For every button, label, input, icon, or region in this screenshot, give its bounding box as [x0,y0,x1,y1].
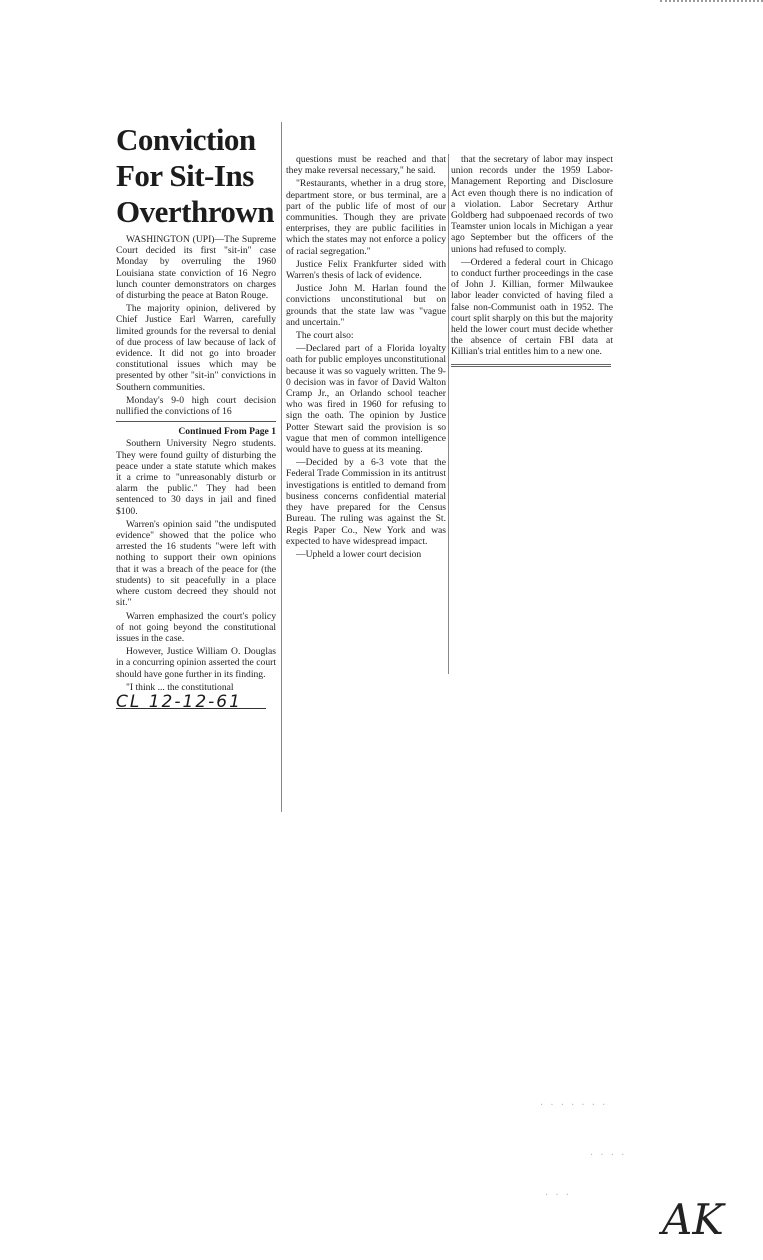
paragraph: Southern University Negro students. They were found guilty of disturbing the peace under a state statute which makes it a crime to "unreasonably disturb or alarm the public." They had been sentenced to 30 days in jail and fined $100. [116,438,276,517]
continued-label: Continued From Page 1 [178,426,276,438]
divider [116,421,276,422]
paragraph: —Ordered a federal court in Chicago to conduct further proceedings in the case of John J. Killian, former Milwaukee labor leader convicted of having filed a false non-Communist oath in 1952. The court split sharply on this but the majority held the lower court must decide whether the absence of certain FBI data at Killian's trial entitles him to a new one. [451,256,613,358]
headline-line-2: For Sit-Ins [116,158,254,193]
column-divider [281,122,282,812]
faint-stamp: · · · · · · · [540,1100,608,1111]
headline [116,122,276,230]
top-edge-dots [660,0,763,6]
paragraph: —Decided by a 6-3 vote that the Federal Trade Commission in its antitrust investigations is entitled to demand from business concerns confidential material they have prepared for the Census Bureau. The ruling was against the St. Regis Paper Co., New York and was expected to have widespread impact. [286,457,446,547]
paragraph: "I think ... the constitutional [126,681,234,693]
paragraph: However, Justice William O. Douglas in a concurring opinion asserted the court should have gone further in its finding. [116,646,276,680]
headline-line-3: Overthrown [116,194,275,229]
paragraph: —Declared part of a Florida loyalty oath for public employes unconstitutional because it was so vaguely written. The 9-0 decision was in favor of David Walton Cramp Jr., an Orlando school teacher who was fired in 1960 for refusing to sign the oath. The opinion by Justice Potter Stewart said the provision is so vague that men of common intelligence would have to guess at its meaning. [286,343,446,456]
column-1 [116,122,276,712]
paragraph: that the secretary of labor may inspect union records under the 1959 Labor-Management Reporting and Disclosure Act even though there is no indication of a violation. Labor Secretary Arthur Goldberg had subpoenaed records of two Teamster union locals in Michigan a year ago September but the officers of the unions had refused to comply. [451,154,613,255]
paragraph: Justice John M. Harlan found the convictions unconstitutional but on grounds that the state law was "vague and uncertain." [286,283,446,328]
column-2 [286,154,446,562]
paragraph: WASHINGTON (UPI)—The Supreme Court decided its first "sit-in" case Monday by overruling the 1960 Louisiana state conviction of 16 Negro lunch counter demonstrators on charges of disturbing the peace at Baton Rouge. [116,234,276,302]
headline-line-1: Conviction [116,122,256,157]
paragraph: The court also: [296,330,354,342]
paragraph: —Upheld a lower court decision [296,548,422,560]
paragraph: Justice Felix Frankfurter sided with Warren's thesis of lack of evidence. [286,258,446,282]
paragraph: Monday's 9-0 high court decision nullified the convictions of 16 [116,394,276,418]
newspaper-clipping [116,122,613,812]
column-divider [448,154,449,674]
handwritten-initials: AK [662,1195,724,1244]
paragraph: Warren's opinion said "the undisputed evidence" showed that the police who arrested the 16 students "were left with nothing to support their own opinions that it was a breach of the peace for (the students) to sit peacefully in a place where custom decreed they should not sit." [116,518,276,609]
handwritten-date: CL 12-12-61 [116,697,266,709]
paragraph: Warren emphasized the court's policy of not going beyond the constitutional issues in the case. [116,610,276,644]
column-3 [451,154,613,367]
faint-stamp: · · · [545,1190,571,1201]
paragraph: "Restaurants, whether in a drug store, department store, or bus terminal, are a part of the public life of most of our communities. Though they are private enterprises, they are public facilities in which the states may not enforce a policy of racial segregation." [286,178,446,257]
paragraph: The majority opinion, delivered by Chief Justice Earl Warren, carefully limited grounds for the reversal to denial of due process of law because of lack of evidence. It did not go into broader constitutional issues which may be presented by other "sit-in" convictions in Southern communities. [116,303,276,393]
faint-stamp: · · · · [590,1150,627,1161]
end-rule [451,364,611,367]
paragraph: questions must be reached and that they make reversal necessary," he said. [286,154,446,177]
